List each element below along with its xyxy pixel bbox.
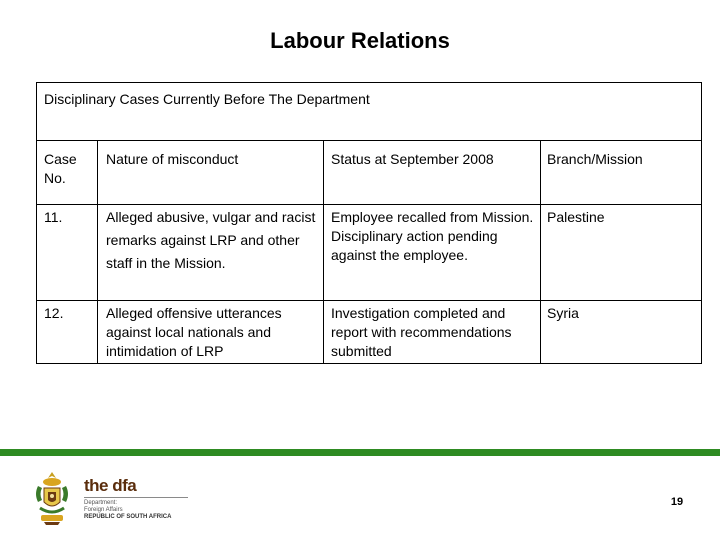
- brand-department-line: Department:: [84, 500, 118, 506]
- coat-of-arms-icon: [32, 470, 72, 526]
- nature-cell: Alleged offensive utterances against local nationals and intimidation of LRP: [106, 305, 282, 359]
- header-branch-mission: Branch/Mission: [547, 151, 643, 167]
- table-caption: Disciplinary Cases Currently Before The Department: [37, 83, 701, 141]
- column-divider: [540, 141, 541, 363]
- brand-republic-line: REPUBLIC OF SOUTH AFRICA: [84, 514, 172, 520]
- case-no-cell: 11.: [44, 209, 63, 225]
- branch-cell: Syria: [547, 305, 579, 321]
- row-divider: [37, 204, 701, 205]
- wordmark-underline: [84, 497, 188, 498]
- status-cell: Employee recalled from Mission. Disciplinary action pending against the employee.: [331, 209, 534, 263]
- column-divider: [323, 141, 324, 363]
- dfa-wordmark: the dfa: [84, 476, 137, 495]
- brand-foreign-affairs-line: Foreign Affairs: [84, 507, 123, 513]
- case-no-cell: 12.: [44, 305, 64, 321]
- branch-cell: Palestine: [547, 209, 605, 225]
- slide-title: Labour Relations: [270, 28, 450, 53]
- header-status: Status at September 2008: [331, 151, 494, 167]
- disciplinary-cases-table: [36, 82, 702, 364]
- nature-cell: Alleged abusive, vulgar and racist remarks against LRP and other staff in the Mission.: [106, 209, 316, 271]
- footer-green-rule: [0, 449, 720, 456]
- status-cell: Investigation completed and report with recommendations submitted: [331, 305, 512, 359]
- header-nature-of-misconduct: Nature of misconduct: [106, 151, 239, 167]
- page-number: 19: [670, 496, 684, 508]
- header-case-no: Case No.: [44, 151, 77, 186]
- column-divider: [97, 141, 98, 363]
- row-divider: [37, 300, 701, 301]
